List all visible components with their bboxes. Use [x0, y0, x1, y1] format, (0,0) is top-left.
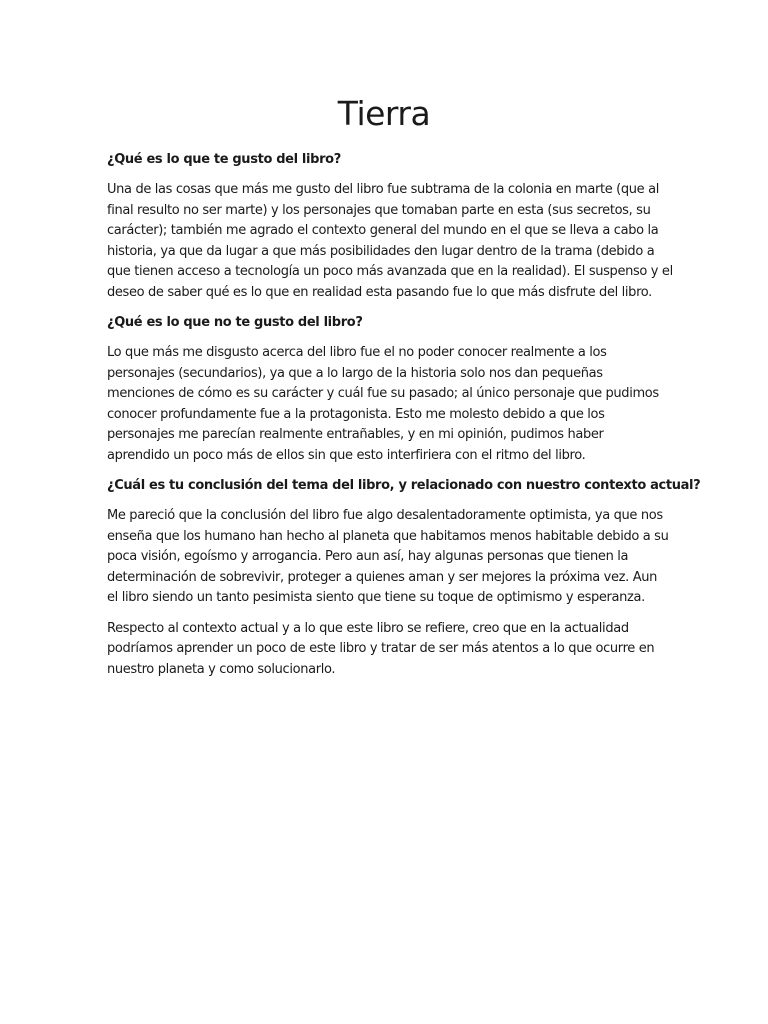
- text-line: aprendido un poco más de ellos sin que esto interfiriera con el ritmo del libro.: [107, 447, 586, 463]
- text-line: que tienen acceso a tecnología un poco más avanzada que en la realidad). El suspenso y el: [107, 264, 673, 279]
- text-line: menciones de cómo es su carácter y cuál fue su pasado; al único personaje que pudimos: [107, 386, 659, 401]
- paragraph-context: [107, 619, 663, 681]
- text-line: el libro siendo un tanto pesimista siento que tiene su toque de optimismo y esperanza.: [107, 590, 645, 605]
- text-line: enseña que los humano han hecho al planeta que habitamos menos habitable debido a su: [107, 528, 669, 544]
- paragraph-likes: [107, 180, 673, 303]
- section-heading-dislikes: ¿Qué es lo que no te gusto del libro?: [107, 315, 363, 330]
- paragraph-dislikes: [107, 343, 663, 466]
- text-line: personajes me parecían realmente entrañables, y en mi opinión, pudimos haber: [107, 427, 604, 442]
- text-line: personajes (secundarios), ya que a lo largo de la historia solo nos dan pequeñas: [107, 365, 603, 381]
- text-line: Me pareció que la conclusión del libro fue algo desalentadoramente optimista, ya que nos: [107, 508, 663, 523]
- text-line: Respecto al contexto actual y a lo que este libro se refiere, creo que en la actualidad: [107, 620, 629, 636]
- text-line: carácter); también me agrado el contexto general del mundo en el que se lleva a cabo la: [107, 223, 659, 238]
- text-line: Una de las cosas que más me gusto del libro fue subtrama de la colonia en marte (que al: [107, 182, 659, 197]
- text-line: historia, ya que da lugar a que más posibilidades den lugar dentro de la trama (debido a: [107, 243, 655, 259]
- text-line: podríamos aprender un poco de este libro y tratar de ser más atentos a lo que ocurre en: [107, 641, 655, 656]
- text-line: nuestro planeta y como solucionarlo.: [107, 661, 336, 677]
- section-heading-likes: ¿Qué es lo que te gusto del libro?: [107, 152, 341, 167]
- text-line: conocer profundamente fue a la protagonista. Esto me molesto debido a que los: [107, 406, 605, 422]
- text-line: final resulto no ser marte) y los personajes que tomaban parte en esta (sus secretos, su: [107, 202, 651, 218]
- section-heading-conclusion: ¿Cuál es tu conclusión del tema del libro, y relacionado con nuestro contexto actual?: [107, 478, 701, 493]
- document-title: Tierra: [337, 94, 431, 133]
- text-line: determinación de sobrevivir, proteger a quienes aman y ser mejores la próxima vez. Aun: [107, 569, 658, 585]
- text-line: poca visión, egoísmo y arrogancia. Pero aun así, hay algunas personas que tienen la: [107, 549, 629, 564]
- document-body: [107, 150, 701, 690]
- text-line: deseo de saber qué es lo que en realidad esta pasando fue lo que más disfrute del libro.: [107, 284, 652, 300]
- text-line: Lo que más me disgusto acerca del libro fue el no poder conocer realmente a los: [107, 345, 607, 360]
- paragraph-conclusion: [107, 506, 669, 609]
